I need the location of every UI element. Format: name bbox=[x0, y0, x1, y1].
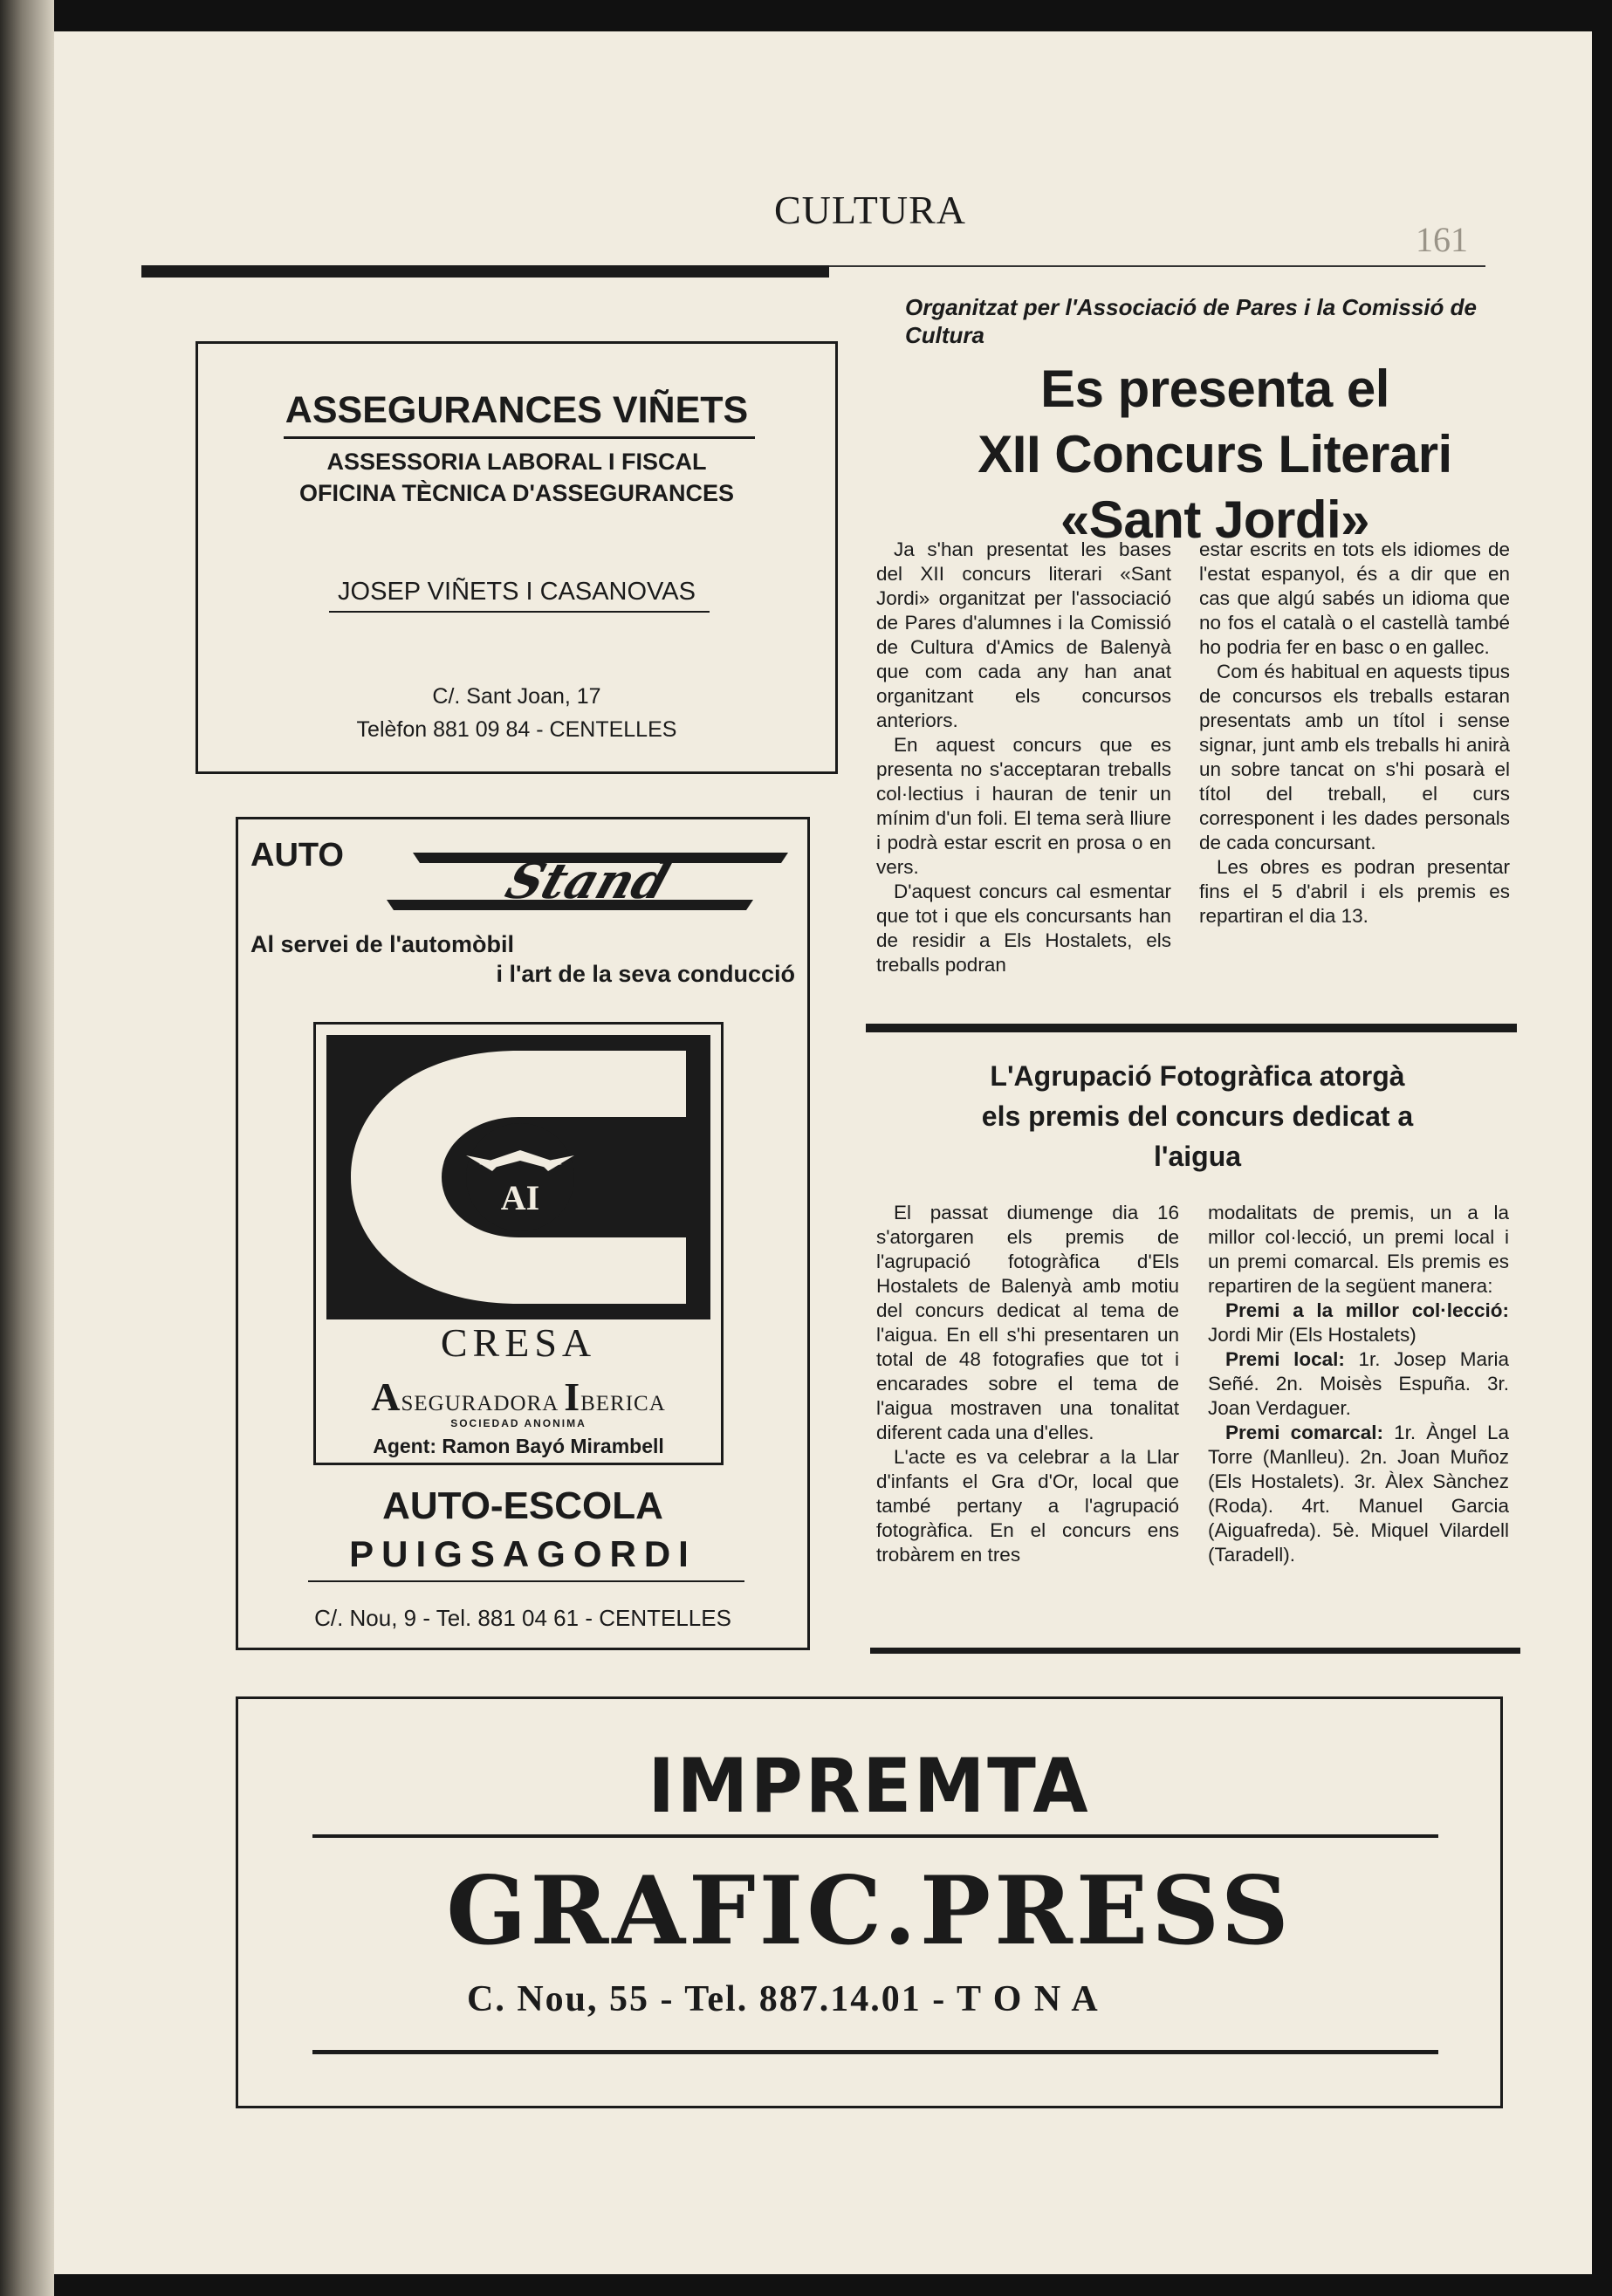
ad-brand-name: ASSEGURANCES VIÑETS bbox=[285, 389, 749, 431]
cresa-insurance-box bbox=[313, 1022, 724, 1465]
paragraph: El passat diumenge dia 16 s'atorgaren els premis de l'agrupació fotogràfica d'Els Hostalets de Balenyà amb motiu del concurs dedicat al tema de l'aigua. En ell s'hi presentaren un total de 48 fotografies que tot i encarades sobre el tema de l'aigua mostraven una tonalitat diferent cada una d'elles. bbox=[876, 1202, 1179, 1443]
prize-local: Premi local: 1r. Josep Maria Señé. 2n. Moisès Espuña. 3r. Joan Verdaguer. bbox=[1208, 1348, 1509, 1419]
stand-logo-text: Stand bbox=[498, 852, 677, 910]
autoescola-title: AUTO-ESCOLA bbox=[382, 1484, 663, 1527]
impremta-title: IMPREMTA bbox=[648, 1743, 1091, 1830]
paragraph: Com és habitual en aquests tipus de concursos els treballs estaran presentats amb un títol i sense signar, junt amb els treballs hi anirà un sobre tancat on s'hi posarà el títol del treball, el curs corresponent i les dades personals de cada concursant. bbox=[1199, 661, 1510, 853]
graficpress-address: C. Nou, 55 - Tel. 887.14.01 - T O N A bbox=[467, 1979, 1100, 2019]
cresa-c-logo bbox=[326, 1035, 710, 1319]
magazine-page bbox=[54, 31, 1592, 2274]
article2-column2 bbox=[1208, 1201, 1509, 1567]
impremta-rule-top bbox=[312, 1834, 1438, 1838]
paragraph: En aquest concurs que es presenta no s'acceptaran treballs col·lectius i hauran de tenir un mínim d'un foli. El tema serà lliure i podrà estar escrit en prosa o en vers. bbox=[876, 734, 1171, 878]
paragraph: modalitats de premis, un a la millor col·lecció, un premi local i un premi comarcal. Els premis es repartiren de la següent manera: bbox=[1208, 1202, 1509, 1297]
paragraph: Les obres es podran presentar fins el 5 d'abril i els premis es repartiran el dia 13. bbox=[1199, 856, 1510, 927]
ad-impremta-graficpress bbox=[236, 1696, 1503, 2108]
ad-service-line2: OFICINA TÈCNICA D'ASSEGURANCES bbox=[299, 480, 734, 506]
paragraph: D'aquest concurs cal esmentar que tot i que els concursants han de residir a Els Hostalets, els treballs podran bbox=[876, 881, 1171, 976]
graficpress-name: GRAFIC.PRESS bbox=[446, 1856, 1293, 1966]
paragraph: Ja s'han presentat les bases del XII concurs literari «Sant Jordi» organitzat per l'associació de Pares d'alumnes i la Comissió de Cultura d'Amics de Balenyà que com cada any han anat organitzant els concursos anteriors. bbox=[876, 538, 1171, 731]
ad-asegurances-vinets bbox=[195, 341, 838, 774]
paragraph: L'acte es va celebrar a la Llar d'infants el Gra d'Or, local que també pertany a l'agrupació fotogràfica. En el concurs ens trobàrem en tres bbox=[876, 1446, 1179, 1566]
prize-collection: Premi a la millor col·lecció: Jordi Mir (Els Hostalets) bbox=[1208, 1299, 1509, 1346]
ad-service-line1: ASSESSORIA LABORAL I FISCAL bbox=[326, 449, 707, 475]
article-bottom-rule bbox=[870, 1648, 1520, 1654]
prize-comarcal: Premi comarcal: 1r. Àngel La Torre (Manlleu). 2n. Joan Muñoz (Els Hostalets). 3r. Àlex Sànchez (Roda). 4rt. Manuel Garcia (Aiguafreda). 5è. Miquel Vilardell (Taradell). bbox=[1208, 1422, 1509, 1566]
cresa-logo-letters: AI bbox=[500, 1178, 540, 1217]
service-line2: i l'art de la seva conducció bbox=[496, 961, 795, 987]
article-divider bbox=[866, 1024, 1517, 1032]
service-line1: Al servei de l'automòbil bbox=[250, 931, 514, 957]
article2-headline: L'Agrupació Fotogràfica atorgà els premis del concurs dedicat a l'aigua bbox=[981, 1060, 1414, 1172]
page-number: 161 bbox=[1416, 220, 1468, 259]
brand-underline bbox=[284, 436, 755, 439]
magazine-spine bbox=[0, 0, 54, 2296]
autoescola-address: C/. Nou, 9 - Tel. 881 04 61 - CENTELLES bbox=[314, 1605, 731, 1631]
cresa-name: CRESA bbox=[440, 1320, 597, 1365]
stand-logo bbox=[387, 846, 788, 915]
auto-label: AUTO bbox=[250, 837, 344, 874]
ad-phone: Telèfon 881 09 84 - CENTELLES bbox=[356, 717, 677, 742]
section-title: CULTURA bbox=[774, 188, 966, 232]
ad-top-rule bbox=[141, 265, 829, 278]
article2-column1 bbox=[876, 1201, 1179, 1567]
article1-headline: Es presenta el XII Concurs Literari «Sant Jordi» bbox=[977, 360, 1452, 549]
ad-autostand bbox=[236, 817, 810, 1650]
impremta-rule-bottom bbox=[312, 2050, 1438, 2054]
owner-underline bbox=[329, 611, 710, 613]
agent-name: Agent: Ramon Bayó Mirambell bbox=[373, 1435, 664, 1457]
article1-column1 bbox=[876, 538, 1171, 977]
paragraph: estar escrits en tots els idiomes de l'estat espanyol, és a dir que en cas que algú sabés un idioma que no fos el català o el castellà també ho podria fer en basc o en gallec. bbox=[1199, 538, 1510, 658]
article1-column2 bbox=[1199, 538, 1510, 929]
sociedad-anonima: SOCIEDAD ANONIMA bbox=[450, 1417, 586, 1429]
ad-owner-name: JOSEP VIÑETS I CASANOVAS bbox=[338, 578, 696, 606]
article1-kicker: Organitzat per l'Associació de Pares i la Comissió de Cultura bbox=[905, 294, 1477, 348]
autoescola-name: PUIGSAGORDI bbox=[349, 1533, 696, 1574]
autoescola-rule bbox=[308, 1580, 744, 1582]
asseguradora-iberica: ASEGURADORA IBERICA bbox=[371, 1374, 666, 1419]
ad-address: C/. Sant Joan, 17 bbox=[432, 684, 601, 709]
